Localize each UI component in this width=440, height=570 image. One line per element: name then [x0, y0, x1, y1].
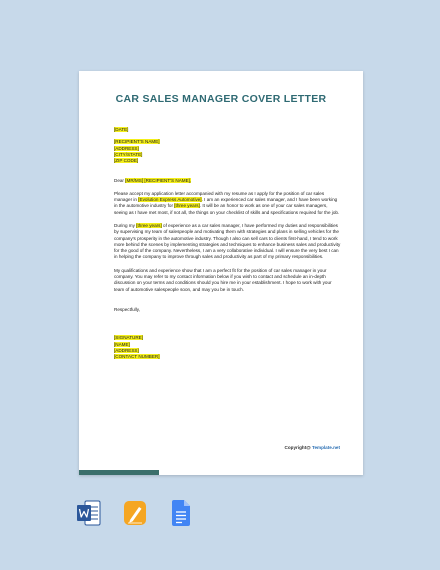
signature-block: [114, 335, 342, 360]
google-docs-icon[interactable]: [169, 499, 193, 527]
date-placeholder: [DATE]: [114, 127, 129, 132]
copyright: Copyright@ Template.net: [284, 445, 340, 450]
recipient-zip: [ZIP CODE]: [114, 158, 139, 164]
pages-icon[interactable]: [123, 499, 147, 527]
recipient-city-state: [CITY/STATE]: [114, 151, 143, 157]
years-placeholder: [three years]: [174, 203, 200, 209]
recipient-block: [114, 139, 342, 164]
signature-placeholder: [SIGNATURE]: [114, 335, 144, 341]
recipient-address: [ADDRESS]: [114, 145, 139, 151]
salutation: Dear [MR/MS] [RECIPIENT'S NAME],: [114, 178, 192, 184]
recipient-name: [RECIPIENT'S NAME]: [114, 139, 160, 145]
closing: Respectfully,: [114, 306, 140, 312]
paragraph-3: My qualifications and experience show that I am a perfect fit for the position of car sales manager in your company. You may refer to my contact information below if you wish to contact and schedule an in-depth discussion on your terms and conditions should you hire me in your establishment. I hope to work with your team of automotive salespeople soon, and may you be in touch.: [114, 267, 332, 292]
template-link[interactable]: Template.net: [312, 445, 340, 450]
word-icon[interactable]: [77, 499, 101, 527]
sender-address: [ADDRESS]: [114, 347, 139, 353]
company-placeholder: [Evolution Express Automotive]: [138, 197, 202, 203]
letter-body: [114, 127, 342, 360]
app-icons: [77, 499, 193, 527]
sender-contact-number: [CONTACT NUMBER]: [114, 354, 160, 360]
document-title: CAR SALES MANAGER COVER LETTER: [115, 93, 327, 105]
paragraph-1: Please accept my application letter accompanied with my resume as I apply for the position of car sales manager in [Evolution Express Automotive]. I am an experienced car sales manager, and I have been working in the automotive industry for [three years]. It will be an honor to work as one of your car sales managers, seeing as I have met most, if not all, the things on your checklist of skills and specifications required for the job.: [114, 190, 340, 215]
salutation-name: [MR/MS] [RECIPIENT'S NAME],: [125, 178, 192, 184]
years-placeholder-2: [three years]: [136, 222, 162, 228]
sender-name: [NAME]: [114, 341, 130, 347]
page-accent-bar: [79, 470, 159, 475]
document-page: [79, 71, 363, 475]
paragraph-2: During my [three years] of experience as a car sales manager, I have performed my duties and responsibilities by supervising my team of salespeople and motivating them with strategies and plans in selling vehicles for the company's prosperity in the automotive industry. Though I also can sell cars to clients first-hand, I tend to work more behind the scenes by implementing strategies and techniques to enhance business sales and productivity for the good of the company. Nevertheless, I am a very collaborative individual. I will ensure the very best I can in helping the company to improve through sales and productivity as part of my primary responsibilities.: [114, 222, 341, 260]
